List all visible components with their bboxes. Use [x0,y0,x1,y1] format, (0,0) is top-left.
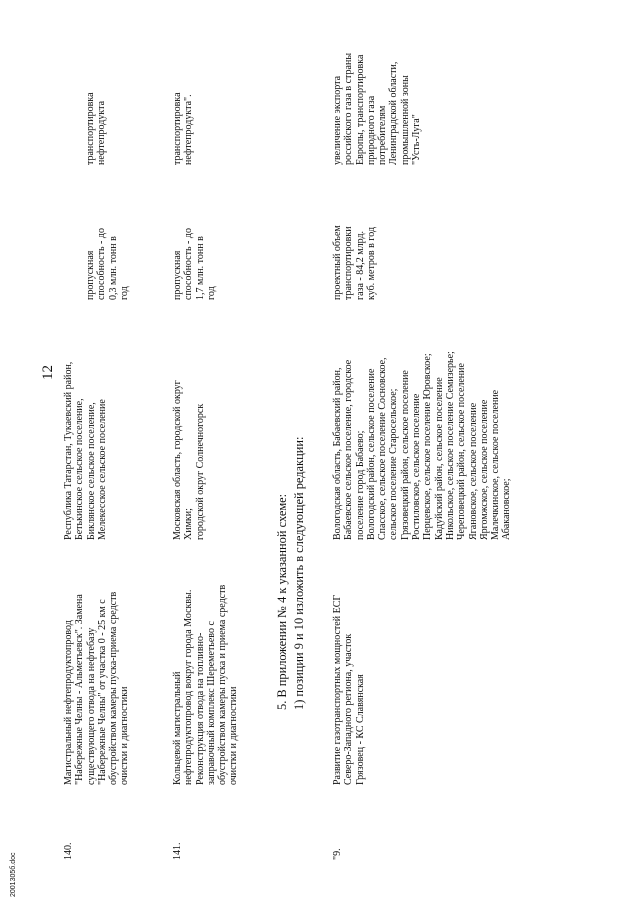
characteristics-line: способность - до [96,228,108,300]
purpose-cell [172,92,195,165]
section-heading: 5. В приложении № 4 к указанной схеме: [275,493,289,710]
location-line: поселение город Бабаево; [354,430,366,540]
purpose-cell [332,53,422,165]
characteristics-line: способность - до [183,228,195,300]
location-line: Вологодский район, сельское поселение [365,368,377,540]
location-line: Грязовецкий район, сельское поселение [399,370,411,540]
characteristics-line: транспортировки [343,226,355,300]
location-line: Ростиловское, сельское поселение [411,393,423,540]
location-line: Никольское, сельское поселение Семизерье; [444,351,456,540]
purpose-line: Европы, транспортировка [354,54,366,165]
purpose-cell [85,92,108,165]
location-line: сельское поселение Старосельское; [388,388,400,540]
location-line: Вологодская область, Бабаевский район, [332,367,343,540]
location-line: Биклянское сельское поселение, [85,402,97,540]
object-line: очистки и диагностики [119,686,131,785]
characteristics-line: куб. метров в год [365,226,377,300]
section-subheading: 1) позиции 9 и 10 изложить в следующей редакции: [292,436,306,710]
purpose-line: "Усть-Луга" [411,114,423,165]
location-cell [332,351,513,540]
location-line: Московская область, городской округ [172,380,183,540]
location-line: Ягановское, сельское поселение [467,402,479,540]
object-name-cell [332,595,366,785]
object-line: очистки и диагностики [228,686,240,785]
purpose-line: промышленной зоны [399,75,411,165]
purpose-line: транспортировка [172,92,183,165]
characteristics-cell [172,228,217,300]
purpose-line: российского газа в страны [343,52,355,165]
object-line: обустройством камеры пуска и приема средств [217,584,229,785]
row-number: 140. [63,842,74,860]
location-cell [63,362,108,540]
row-number: 141. [172,842,183,860]
location-line: Химки; [183,508,195,540]
characteristics-line: газа - 84,2 млрд. [354,230,366,300]
location-line: Мелекесское сельское поселение [96,399,108,540]
characteristics-line: проектный объем [332,225,343,300]
object-line: Северо-Западного региона, участок [343,633,355,785]
location-line: Республика Татарстан, Тукаевский район, [63,361,74,540]
object-line: "Набережные Челны" от участка 0 - 25 км с [96,599,108,785]
purpose-line: нефтепродукта [96,100,108,165]
object-line: нефтепродуктопровод вокруг города Москвы. [183,589,195,785]
purpose-line: Ленинградской области, [388,61,400,165]
page-number: 12 [40,365,56,380]
characteristics-line: 0,3 млн. тонн в [107,236,119,300]
location-line: городской округ Солнечногорск [194,403,206,540]
object-line: Развитие газотранспортных мощностей ЕСГ [332,594,343,785]
object-name-cell [63,592,131,785]
row-number: "9. [332,848,343,860]
object-name-cell [172,585,240,785]
object-line: существующего отвода на нефтебазу [85,627,97,785]
location-line: Малечкинское, сельское поселение [490,389,502,540]
characteristics-line: пропускная [85,250,96,300]
location-line: Перцевское, сельское поселение Юровское; [422,353,434,540]
characteristics-cell [85,228,130,300]
location-line: Бабаевское сельское поселение, городское [343,359,355,540]
characteristics-line: пропускная [172,250,183,300]
object-line: обустройством камеры пуска-приема средств [108,591,120,785]
object-line: "Набережные Челны - Альметьевск". Замена [74,594,86,785]
characteristics-line: год [118,286,130,300]
characteristics-cell [332,225,377,300]
purpose-line: нефтепродукта". [183,94,195,165]
object-line: Магистральный нефтепродуктопровод [63,620,74,785]
purpose-line: природного газа [365,95,377,165]
purpose-line: потребителям [377,105,389,165]
purpose-line: транспортировка [85,92,96,165]
location-line: Бетькинское сельское поселение, [74,398,86,540]
object-line: Реконструкция отвода на топливно- [194,632,206,785]
object-line: Кольцевой магистральный [172,671,183,785]
characteristics-line: год [205,286,217,300]
location-line: Яргомжское, сельское поселение [478,399,490,540]
location-cell [172,380,206,540]
object-line: заправочный комплекс Шереметьево с [205,621,217,785]
purpose-line: увеличение экспорта [332,75,343,165]
footer-file-code: 2001305б.doc [10,852,17,897]
location-line: Череповецкий район, сельское поселение [456,363,468,540]
characteristics-line: 1,7 млн. тонн в [194,236,206,300]
location-line: Спасское, сельское поселение Сосновское, [377,357,389,540]
location-line: Абакановское; [501,478,513,540]
object-line: Грязовец - КС Славянская [354,674,366,785]
location-line: Кадуйский район, сельское поселение [433,377,445,540]
